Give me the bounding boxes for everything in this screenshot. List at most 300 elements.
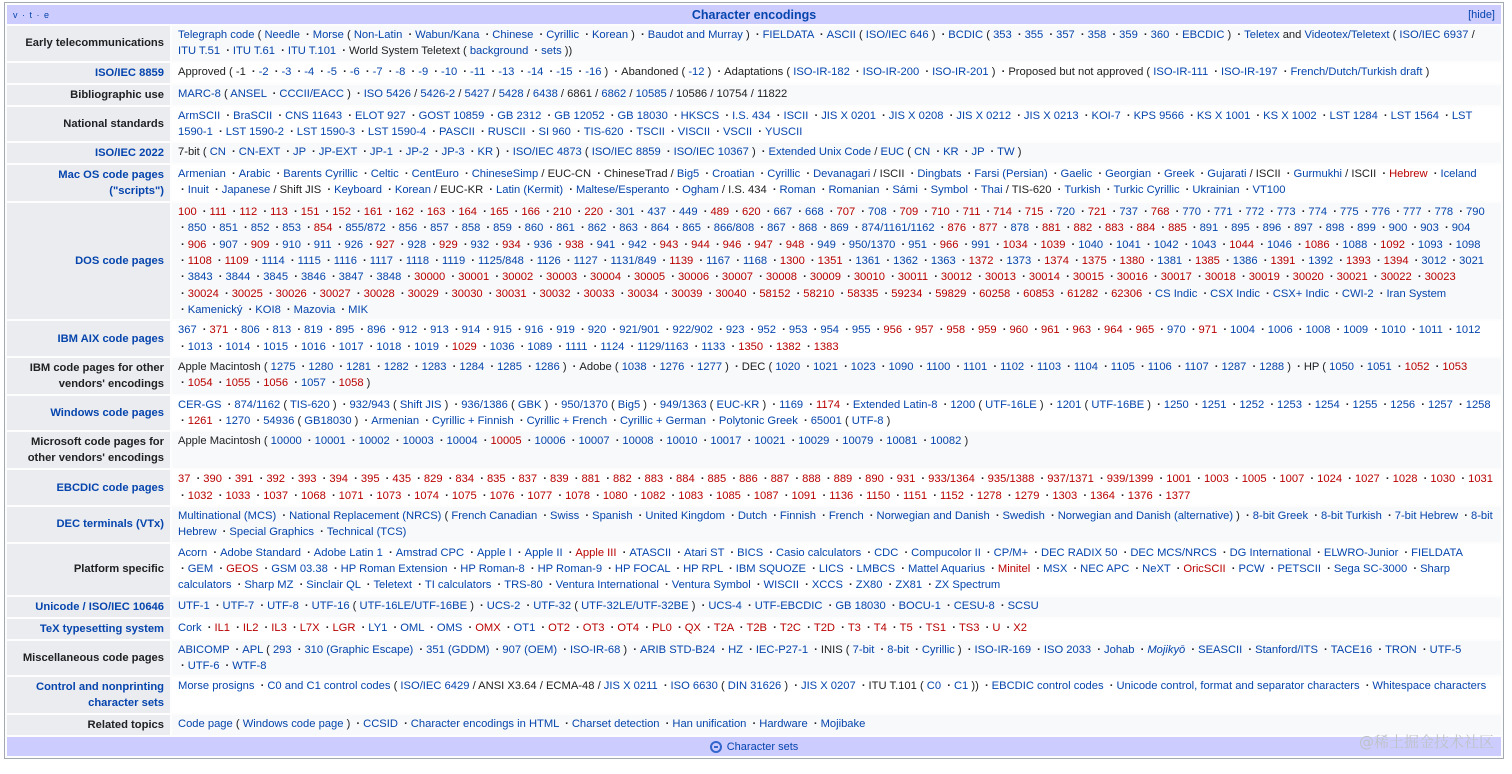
navbox-link[interactable]: 310 (Graphic Escape) [304,643,414,656]
navbox-link[interactable]: Han unification [672,718,747,731]
navbox-link[interactable]: OT4 [617,621,640,634]
navbox-link[interactable]: 1016 [300,340,326,353]
navbox-link[interactable]: Japanese [221,184,271,197]
navbox-link[interactable]: ISO-IR-200 [862,65,920,78]
navbox-link[interactable]: 620 [741,206,761,219]
navbox-link[interactable]: 770 [1182,206,1202,219]
navbox-link[interactable]: 906 [187,238,207,251]
navbox-link[interactable]: Acorn [178,546,208,559]
navbox-link[interactable]: 710 [931,206,950,219]
navbox-link[interactable]: Cyrillic + French [526,415,608,428]
navbox-link[interactable]: 1136 [829,489,854,502]
navbox-link[interactable]: 30026 [275,287,307,300]
navbox-link[interactable]: 884 [676,473,695,486]
navbox-link[interactable]: JIS X 0211 [603,680,658,693]
navbox-link[interactable]: 152 [332,206,351,219]
navbox-link[interactable]: 667 [773,206,793,219]
navbox-link[interactable]: UTF-16LE [985,398,1037,411]
navbox-link[interactable]: 351 (GDDM) [426,643,490,656]
navbox-link[interactable]: United Kingdom [645,510,725,523]
navbox-link[interactable]: 1013 [187,340,213,353]
navbox-link[interactable]: 1050 [1329,360,1355,373]
navbox-link[interactable]: 907 (OEM) [502,643,558,656]
navbox-link[interactable]: EBCDIC control codes [991,680,1104,693]
navbox-group-label[interactable]: DOS code pages [7,203,170,319]
navbox-link[interactable]: TI calculators [424,579,492,592]
navbox-link[interactable]: 714 [993,206,1012,219]
navbox-link[interactable]: FIELDATA [1411,546,1463,559]
navbox-link[interactable]: 850 [187,222,207,235]
navbox-link[interactable]: 859 [493,222,512,235]
navbox-link[interactable]: HZ [728,643,743,656]
navbox-link[interactable]: 914 [461,324,481,337]
navbox-link[interactable]: Dingbats [917,168,962,181]
navbox-link[interactable]: ISO-IR-68 [569,643,621,656]
navbox-link[interactable]: Amstrad CPC [395,546,465,559]
navbox-link[interactable]: 882 [613,473,632,486]
navbox-link[interactable]: 956 [883,324,903,337]
navbox-link[interactable]: 1077 [527,489,553,502]
navbox-link[interactable]: 1090 [888,360,914,373]
navbox-link[interactable]: 61282 [1067,287,1099,300]
navbox-link[interactable]: 881 [1042,222,1061,235]
navbox-link[interactable]: 7-bit [852,643,875,656]
navbox-link[interactable]: 10005 [490,435,522,448]
navbox-group-label[interactable]: EBCDIC code pages [7,470,170,505]
navbox-link[interactable]: 863 [619,222,638,235]
navbox-link[interactable]: 1375 [1081,255,1107,268]
navbox-link[interactable]: Sinclair QL [306,579,361,592]
navbox-link[interactable]: 882 [1073,222,1093,235]
navbox-link[interactable]: -14 [527,65,544,78]
navbox-link[interactable]: 778 [1434,206,1454,219]
navbox-link[interactable]: KOI-7 [1091,109,1121,122]
navbox-link[interactable]: 1152 [939,489,964,502]
navbox-link[interactable]: 1001 [1166,473,1192,486]
navbox-link[interactable]: ITU T.101 [287,45,337,58]
navbox-link[interactable]: 806 [241,324,260,337]
navbox-link[interactable]: 1011 [1418,324,1443,337]
navbox-link[interactable]: LST 1284 [1329,109,1378,122]
navbox-link[interactable]: HP RPL [683,562,723,575]
navbox-link[interactable]: OMS [436,621,463,634]
navbox-link[interactable]: 393 [297,473,317,486]
navbox-link[interactable]: 943 [659,238,679,251]
navbox-link[interactable]: Teletext [373,579,413,592]
navbox-link[interactable]: 1252 [1239,398,1265,411]
navbox-link[interactable]: KS X 1001 [1196,109,1251,122]
navbox-link[interactable]: T5 [899,621,913,634]
navbox-link[interactable]: -6 [349,65,360,78]
navbox-link[interactable]: 942 [628,238,647,251]
navbox-link[interactable]: 876 [947,222,967,235]
navbox-link[interactable]: 913 [430,324,449,337]
navbox-link[interactable]: 30013 [984,271,1017,284]
navbox-link[interactable]: 708 [868,206,887,219]
navbox-link[interactable]: Sharp calculators [178,562,1450,592]
navbox-link[interactable]: ISO/IEC 6429 [400,680,470,693]
navbox-link[interactable]: 58210 [803,287,835,300]
navbox-link[interactable]: -13 [498,65,515,78]
navbox-link[interactable]: 1288 [1259,360,1285,373]
navbox-link[interactable]: 858 [461,222,481,235]
navbox-link[interactable]: 1085 [716,489,741,502]
navbox-link[interactable]: HP Roman-9 [537,562,603,575]
navbox-link[interactable]: 10002 [358,435,390,448]
navbox-link[interactable]: GSM 03.38 [271,562,328,575]
navbox-link[interactable]: SI 960 [538,125,571,138]
navbox-link[interactable]: 30030 [451,287,483,300]
navbox-link[interactable]: 1086 [1304,238,1330,251]
navbox-link[interactable]: 937/1371 [1047,473,1094,486]
navbox-link[interactable]: 909 [250,238,270,251]
navbox-link[interactable]: 953 [788,324,808,337]
navbox-group-label[interactable]: Control and nonprinting character sets [7,677,170,713]
navbox-link[interactable]: 1040 [1078,238,1104,251]
navbox-link[interactable]: 1032 [187,489,213,502]
navbox-link[interactable]: 58152 [759,287,791,300]
navbox-link[interactable]: UTF-16 [311,599,350,612]
navbox-link[interactable]: ITU T.61 [232,45,275,58]
navbox-link[interactable]: Videotex/Teletext [1304,29,1390,41]
navbox-link[interactable]: ISO-IR-182 [793,65,850,78]
navbox-link[interactable]: 860 [524,222,544,235]
navbox-link[interactable]: 1051 [1366,360,1392,373]
navbox-link[interactable]: ISO 6630 [670,680,718,693]
navbox-link[interactable]: 30004 [590,271,622,284]
navbox-link[interactable]: 772 [1245,206,1265,219]
navbox-link[interactable]: Mojikyō [1147,643,1186,656]
navbox-link[interactable]: 896 [367,324,386,337]
navbox-link[interactable]: Greek [1163,168,1195,181]
navbox-link[interactable]: 60258 [979,287,1011,300]
navbox-link[interactable]: PETSCII [1277,562,1321,575]
navbox-link[interactable]: 394 [329,473,349,486]
navbox-link[interactable]: 926 [344,238,364,251]
navbox-link[interactable]: Cyrillic [767,168,801,181]
navbox-link[interactable]: KS X 1002 [1263,109,1317,122]
navbox-link[interactable]: 1111 [565,340,588,353]
navbox-link[interactable]: 1284 [459,360,485,373]
navbox-link[interactable]: 3012 [1421,255,1447,268]
navbox-link[interactable]: DEC MCS/NRCS [1130,546,1217,559]
navbox-link[interactable]: 904 [1451,222,1471,235]
navbox-link[interactable]: LST 1590-4 [367,125,427,138]
navbox-link[interactable]: 395 [360,473,380,486]
navbox-link[interactable]: 10021 [754,435,786,448]
navbox-link[interactable]: T3 [847,621,861,634]
navbox-link[interactable]: 1024 [1317,473,1343,486]
navbox-link[interactable]: JIS X 0212 [956,109,1012,122]
navbox-link[interactable]: 970 [1167,324,1186,337]
navbox-link[interactable]: 359 [1119,29,1138,41]
navbox-link[interactable]: Windows code page [242,718,344,731]
navbox-link[interactable]: 489 [710,206,730,219]
navbox-link[interactable]: CN [914,146,931,159]
navbox-link[interactable]: 911 [313,238,332,251]
navbox-link[interactable]: 8-bit Hebrew [178,510,1493,539]
navbox-link[interactable]: 1104 [1073,360,1098,373]
navbox-link[interactable]: NeXT [1142,562,1171,575]
navbox-link[interactable]: GOST 10859 [418,109,485,122]
navbox-link[interactable]: 1043 [1191,238,1217,251]
navbox-link[interactable]: 10003 [402,435,434,448]
navbox-link[interactable]: BICS [737,546,764,559]
navbox-link[interactable]: 829 [423,473,443,486]
navbox-link[interactable]: 1006 [1267,324,1293,337]
navbox-link[interactable]: 1091 [791,489,817,502]
navbox-link[interactable]: 1256 [1390,398,1416,411]
navbox-link[interactable]: 932 [470,238,490,251]
navbox-link[interactable]: Wabun/Kana [415,29,480,41]
navbox-link[interactable]: ZX80 [855,579,883,592]
navbox-link[interactable]: 1103 [1036,360,1062,373]
navbox-link[interactable]: Iceland [1440,168,1477,181]
navbox-group-label[interactable]: IBM AIX code pages [7,321,170,356]
navbox-link[interactable]: 59234 [891,287,923,300]
navbox-link[interactable]: 1118 [405,255,430,268]
navbox-link[interactable]: French/Dutch/Turkish draft [1290,65,1423,78]
navbox-link[interactable]: ISO/IEC 6937 [1399,29,1469,41]
navbox-link[interactable]: Special Graphics [229,526,314,539]
navbox-link[interactable]: Dutch [737,510,768,523]
navbox-link[interactable]: C0 [926,680,942,693]
navbox-link[interactable]: 883 [644,473,664,486]
navbox-link[interactable]: ANSEL [230,87,267,100]
navbox-link[interactable]: DIN 31626 [727,680,782,693]
navbox-link[interactable]: Mattel Aquarius [907,562,986,575]
navbox-link[interactable]: 30034 [627,287,659,300]
navbox-link[interactable]: 1008 [1305,324,1331,337]
navbox-link[interactable]: 30012 [940,271,973,284]
navbox-link[interactable]: CWI-2 [1341,287,1374,300]
character-sets-link[interactable]: Character sets [726,740,799,753]
navbox-link[interactable]: OricSCII [1183,562,1226,575]
navbox-link[interactable]: 897 [1294,222,1313,235]
navbox-link[interactable]: 360 [1150,29,1170,41]
navbox-link[interactable]: TW [997,146,1015,159]
navbox-link[interactable]: Technical (TCS) [326,526,407,539]
navbox-link[interactable]: Apple III [575,546,617,559]
navbox-link[interactable]: C1 [953,680,969,693]
navbox-link[interactable]: 1014 [225,340,251,353]
navbox-link[interactable]: 864 [650,222,670,235]
navbox-link[interactable]: 1361 [855,255,881,268]
navbox-link[interactable]: French Canadian [451,510,538,523]
navbox-link[interactable]: 392 [266,473,285,486]
navbox-link[interactable]: UTF-1 [178,599,210,612]
navbox-link[interactable]: Morse [312,29,344,41]
navbox-link[interactable]: VISCII [677,125,711,138]
navbox-link[interactable]: Multinational (MCS) [178,510,277,523]
navbox-link[interactable]: Korean [394,184,431,197]
navbox-link[interactable]: 151 [300,206,320,219]
navbox-link[interactable]: UTF-8 [851,415,884,428]
navbox-link[interactable]: CN-EXT [238,146,281,159]
navbox-link[interactable]: DG International [1229,546,1312,559]
navbox-link[interactable]: TSCII [636,125,665,138]
navbox-link[interactable]: EBCDIC [1182,29,1225,41]
navbox-link[interactable]: 946 [722,238,742,251]
navbox-link[interactable]: TIS-620 [583,125,624,138]
navbox-link[interactable]: 10082 [930,435,962,448]
navbox-link[interactable]: 1101 [963,360,988,373]
navbox-link[interactable]: BOCU-1 [898,599,941,612]
navbox-link[interactable]: 1028 [1392,473,1418,486]
navbox-link[interactable]: 1117 [369,255,394,268]
navbox-link[interactable]: 30008 [765,271,798,284]
navbox-link[interactable]: 851 [219,222,238,235]
navbox-link[interactable]: 54936 [263,415,295,428]
navbox-link[interactable]: 1282 [383,360,409,373]
navbox-link[interactable]: 920 [587,324,607,337]
navbox-group-label[interactable]: Windows code pages [7,396,170,431]
navbox-link[interactable]: 773 [1276,206,1296,219]
navbox-link[interactable]: 1258 [1465,398,1491,411]
navbox-link[interactable]: 857 [430,222,449,235]
navbox-link[interactable]: 163 [426,206,446,219]
navbox-link[interactable]: 3021 [1459,255,1485,268]
navbox-link[interactable]: CP/M+ [993,546,1029,559]
navbox-link[interactable]: ISO/IEC 646 [865,29,929,41]
navbox-link[interactable]: 1073 [376,489,402,502]
navbox-link[interactable]: French [828,510,864,523]
navbox-link[interactable]: 898 [1325,222,1345,235]
navbox-link[interactable]: TS3 [958,621,980,634]
navbox-link[interactable]: C0 and C1 control codes [267,680,391,693]
navbox-link[interactable]: Barents Cyrillic [283,168,358,181]
navbox-link[interactable]: HP Roman-8 [460,562,525,575]
navbox-link[interactable]: IL1 [214,621,231,634]
navbox-link[interactable]: 1363 [930,255,956,268]
navbox-link[interactable]: 1098 [1455,238,1481,251]
navbox-link[interactable]: 10081 [886,435,918,448]
navbox-link[interactable]: 1109 [224,255,249,268]
navbox-link[interactable]: 62306 [1111,287,1143,300]
navbox-link[interactable]: 30009 [809,271,841,284]
navbox-link[interactable]: IBM SQUOZE [735,562,806,575]
navbox-link[interactable]: Whitespace characters [1372,680,1487,693]
navbox-link[interactable]: UTF-7 [222,599,255,612]
navbox-link[interactable]: Farsi (Persian) [974,168,1048,181]
navbox-link[interactable]: UCS-4 [708,599,742,612]
navbox-link[interactable]: 30027 [319,287,351,300]
navbox-link[interactable]: 3846 [300,271,326,284]
navbox-link[interactable]: 1131/849 [610,255,657,268]
navbox-link[interactable]: 884 [1136,222,1156,235]
navbox-link[interactable]: 1119 [441,255,466,268]
navbox-link[interactable]: UTF-16LE/UTF-16BE [359,599,468,612]
navbox-link[interactable]: Norwegian and Danish [876,510,990,523]
navbox-link[interactable]: 10000 [270,435,302,448]
navbox-link[interactable]: 771 [1213,206,1233,219]
navbox-link[interactable]: Spanish [592,510,633,523]
navbox-link[interactable]: T2A [713,621,734,634]
navbox-link[interactable]: Morse prosigns [178,680,255,693]
navbox-link[interactable]: 30015 [1072,271,1104,284]
navbox-link[interactable]: 30025 [231,287,263,300]
navbox-link[interactable]: Big5 [617,398,641,411]
navbox-link[interactable]: OT3 [582,621,605,634]
navbox-link[interactable]: 162 [395,206,414,219]
navbox-link[interactable]: Apple II [524,546,563,559]
navbox-link[interactable]: 941 [596,238,616,251]
navbox-link[interactable]: 885 [707,473,727,486]
navbox-link[interactable]: LICS [818,562,844,575]
navbox-link[interactable]: 161 [363,206,383,219]
navbox-link[interactable]: Gurmukhi [1293,168,1343,181]
navbox-link[interactable]: CS Indic [1155,287,1198,300]
navbox-link[interactable]: PCW [1238,562,1265,575]
navbox-link[interactable]: Extended Latin-8 [852,398,938,411]
navbox-link[interactable]: UTF-32 [533,599,572,612]
navbox-group-label[interactable]: TeX typesetting system [7,619,170,639]
navbox-link[interactable]: T2B [746,621,768,634]
navbox-link[interactable]: 1383 [813,340,839,353]
navbox-link[interactable]: -2 [258,65,269,78]
navbox-link[interactable]: 30016 [1116,271,1148,284]
navbox-link[interactable]: 895 [1231,222,1250,235]
navbox-link[interactable]: 30032 [539,287,571,300]
navbox-link[interactable]: 960 [1009,324,1029,337]
navbox-link[interactable]: 30028 [363,287,395,300]
navbox-link[interactable]: 367 [178,324,197,337]
navbox-link[interactable]: LST 1590-2 [225,125,284,138]
navbox-link[interactable]: 1125/848 [478,255,524,268]
navbox-link[interactable]: 30031 [495,287,527,300]
navbox-link[interactable]: 950/1370 [561,398,608,411]
navbox-link[interactable]: sets [541,45,562,58]
navbox-link[interactable]: 30010 [853,271,885,284]
navbox-link[interactable]: Big5 [676,168,700,181]
navbox-link[interactable]: Cyrillic + Finnish [431,415,514,428]
navbox-link[interactable]: Cyrillic [921,643,955,656]
navbox-link[interactable]: 30023 [1424,271,1456,284]
navbox-link[interactable]: Swiss [550,510,580,523]
navbox-link[interactable]: 30022 [1380,271,1412,284]
navbox-link[interactable]: 59829 [935,287,967,300]
navbox-link[interactable]: PASCII [439,125,475,138]
navbox-link[interactable]: 1377 [1165,489,1191,502]
navbox-link[interactable]: 1372 [968,255,994,268]
navbox-link[interactable]: 3845 [263,271,289,284]
navbox-link[interactable]: 1362 [893,255,919,268]
navbox-link[interactable]: TACE16 [1330,643,1373,656]
navbox-link[interactable]: Mazovia [293,303,336,316]
navbox-link[interactable]: 1083 [678,489,704,502]
navbox-link[interactable]: CSX+ Indic [1272,287,1330,300]
navbox-link[interactable]: 391 [234,473,254,486]
navbox-link[interactable]: Thai [980,184,1003,197]
navbox-link[interactable]: 720 [1056,206,1075,219]
navbox-link[interactable]: 1151 [903,489,928,502]
navbox-link[interactable]: 1020 [775,360,801,373]
navbox-link[interactable]: 30021 [1336,271,1368,284]
navbox-link[interactable]: 1088 [1342,238,1368,251]
navbox-link[interactable]: T4 [873,621,887,634]
navbox-link[interactable]: JIS X 0208 [888,109,944,122]
navbox-link[interactable]: X2 [1013,621,1027,634]
navbox-link[interactable]: 885 [1168,222,1187,235]
navbox-link[interactable]: 1382 [775,340,801,353]
navbox-link[interactable]: 862 [587,222,607,235]
navbox-link[interactable]: 1010 [1381,324,1406,337]
navbox-link[interactable]: 944 [691,238,710,251]
navbox-link[interactable]: GB 18030 [617,109,668,122]
navbox-link[interactable]: WTF-8 [232,659,267,672]
navbox-link[interactable]: 931 [896,473,916,486]
navbox-link[interactable]: 1168 [743,255,768,268]
